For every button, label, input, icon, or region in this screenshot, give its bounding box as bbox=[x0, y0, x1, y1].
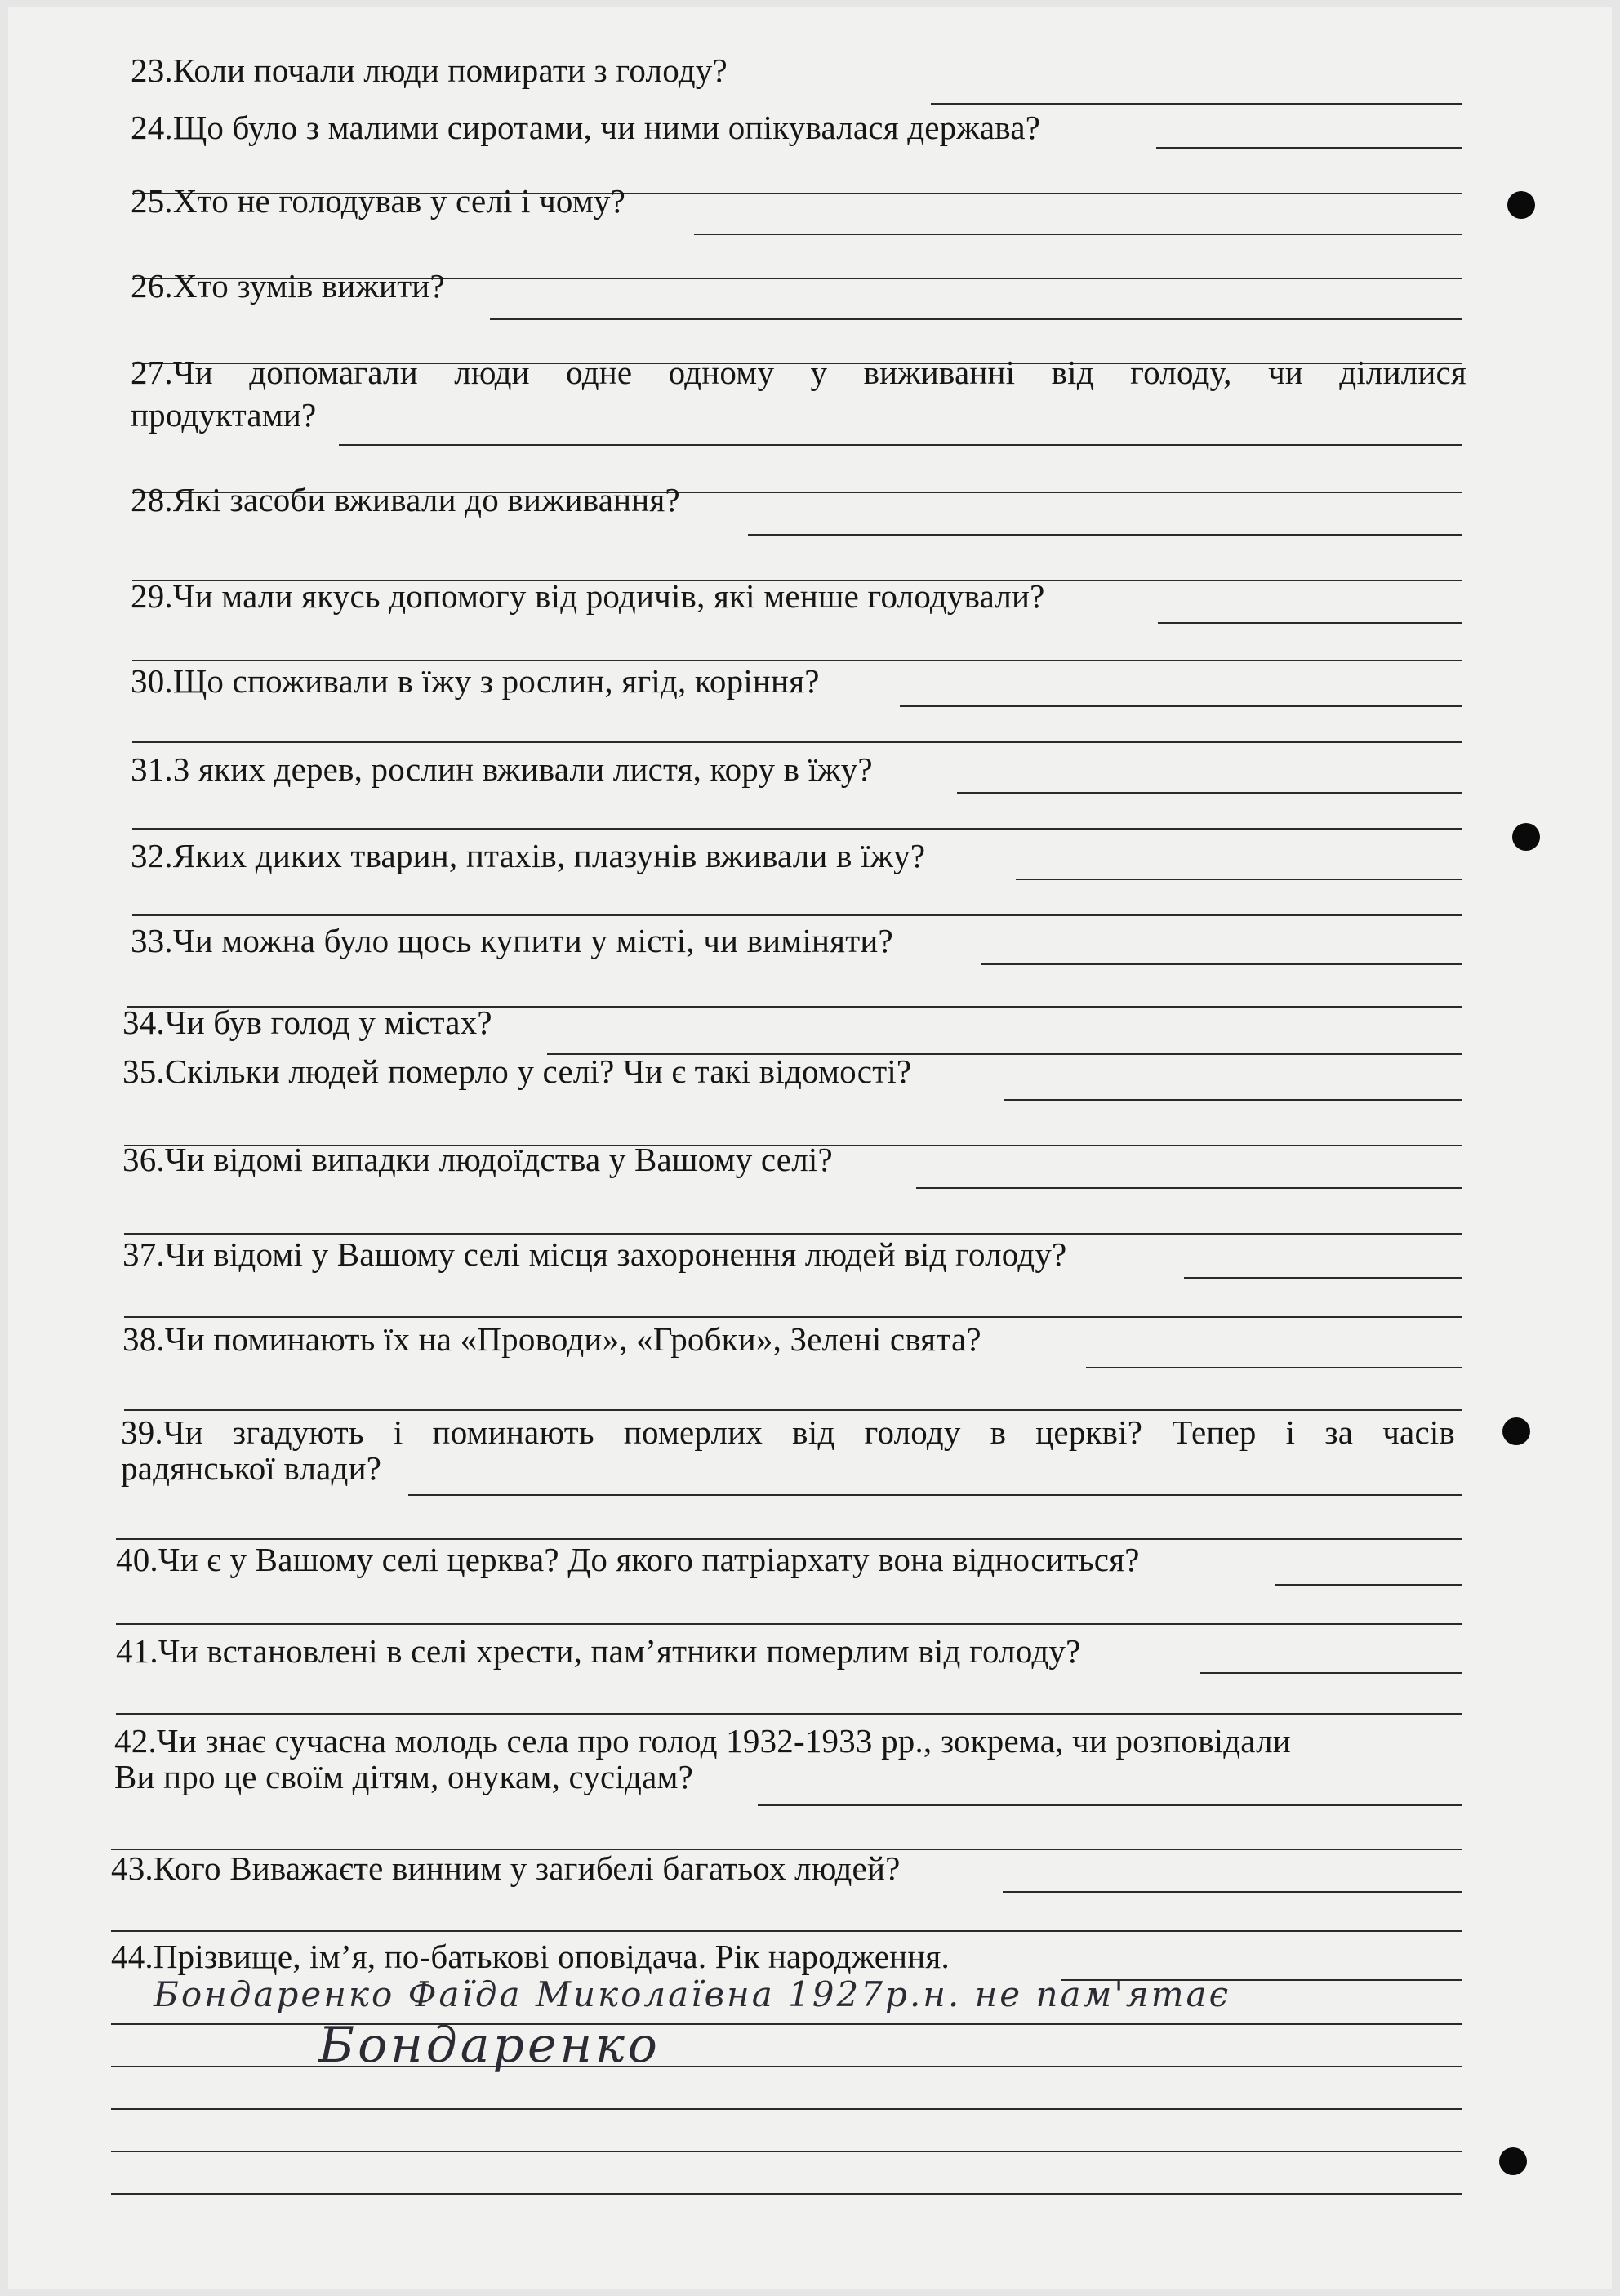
punch-hole bbox=[1512, 823, 1540, 851]
answer-line bbox=[339, 444, 1462, 446]
question-39: 39.Чи згадують і поминають померлих від голоду в церкві? Тепер і за часів bbox=[121, 1413, 1455, 1451]
answer-line bbox=[111, 2151, 1462, 2152]
answer-line bbox=[981, 963, 1462, 965]
question-36: 36.Чи відомі випадки людоїдства у Вашому селі? bbox=[122, 1141, 833, 1178]
question-34: 34.Чи був голод у містах? bbox=[122, 1003, 492, 1041]
answer-line bbox=[116, 1713, 1462, 1715]
answer-line bbox=[111, 2108, 1462, 2110]
punch-hole bbox=[1502, 1417, 1530, 1445]
answer-line bbox=[132, 828, 1462, 830]
answer-line bbox=[1003, 1891, 1462, 1893]
question-31: 31.З яких дерев, рослин вживали листя, кору в їжу? bbox=[131, 750, 873, 788]
answer-line bbox=[931, 103, 1462, 105]
answer-line bbox=[957, 792, 1462, 794]
question-43: 43.Кого Виважаєте винним у загибелі багатьох людей? bbox=[111, 1849, 901, 1887]
question-28: 28.Які засоби вживали до виживання? bbox=[131, 481, 680, 518]
question-29: 29.Чи мали якусь допомогу від родичів, які менше голодували? bbox=[131, 577, 1045, 615]
answer-line bbox=[694, 234, 1462, 235]
question-39-cont: радянської влади? bbox=[121, 1449, 382, 1487]
answer-line bbox=[1275, 1584, 1462, 1586]
question-40: 40.Чи є у Вашому селі церква? До якого патріархату вона відноситься? bbox=[116, 1541, 1140, 1578]
answer-line bbox=[758, 1804, 1462, 1806]
question-32: 32.Яких диких тварин, птахів, плазунів вживали в їжу? bbox=[131, 837, 926, 874]
punch-hole bbox=[1499, 2147, 1527, 2175]
answer-line bbox=[1016, 879, 1462, 880]
answer-line bbox=[900, 705, 1462, 707]
answer-line bbox=[111, 1930, 1462, 1932]
answer-line bbox=[111, 2023, 1462, 2025]
answer-line bbox=[116, 1623, 1462, 1625]
question-26: 26.Хто зумів вижити? bbox=[131, 267, 445, 305]
answer-line bbox=[1158, 622, 1462, 624]
answer-line bbox=[1156, 147, 1462, 149]
question-30: 30.Що споживали в їжу з рослин, ягід, коріння? bbox=[131, 662, 820, 700]
answer-line bbox=[748, 534, 1462, 536]
question-23: 23.Коли почали люди помирати з голоду? bbox=[131, 51, 728, 89]
question-38: 38.Чи поминають їх на «Проводи», «Гробки», Зелені свята? bbox=[122, 1320, 981, 1358]
question-33: 33.Чи можна було щось купити у місті, чи виміняти? bbox=[131, 922, 893, 959]
handwritten-signature: Бондаренко bbox=[318, 2017, 661, 2074]
question-35: 35.Скільки людей померло у селі? Чи є такі відомості? bbox=[122, 1052, 912, 1090]
answer-line bbox=[1200, 1672, 1462, 1674]
question-42-cont: Ви про це своїм дітям, онукам, сусідам? bbox=[114, 1758, 694, 1795]
answer-line bbox=[1184, 1277, 1462, 1279]
punch-hole bbox=[1507, 191, 1535, 219]
answer-line bbox=[132, 741, 1462, 743]
answer-line bbox=[132, 914, 1462, 916]
question-25: 25.Хто не голодував у селі і чому? bbox=[131, 182, 626, 220]
handwritten-answer: Бондаренко Фаїда Миколаївна 1927р.н. не пам'ятає bbox=[154, 1974, 1231, 2014]
answer-line bbox=[916, 1187, 1462, 1189]
answer-line bbox=[408, 1494, 1462, 1496]
question-27: 27.Чи допомагали люди одне одному у виживанні від голоду, чи ділилися bbox=[131, 354, 1466, 391]
paper-sheet bbox=[8, 7, 1612, 2289]
answer-line bbox=[111, 2193, 1462, 2195]
answer-line bbox=[1004, 1099, 1462, 1101]
question-41: 41.Чи встановлені в селі хрести, пам’ятники померлим від голоду? bbox=[116, 1632, 1081, 1670]
question-24: 24.Що було з малими сиротами, чи ними опікувалася держава? bbox=[131, 109, 1041, 146]
question-27-cont: продуктами? bbox=[131, 396, 317, 434]
question-44: 44.Прізвище, ім’я, по-батькові оповідача. Рік народження. bbox=[111, 1938, 950, 1975]
question-42: 42.Чи знає сучасна молодь села про голод 1932-1933 рр., зокрема, чи розповідали bbox=[114, 1722, 1291, 1760]
question-37: 37.Чи відомі у Вашому селі місця захоронення людей від голоду? bbox=[122, 1235, 1067, 1273]
answer-line bbox=[1086, 1367, 1462, 1368]
answer-line bbox=[490, 318, 1462, 320]
answer-line bbox=[111, 2066, 1462, 2067]
